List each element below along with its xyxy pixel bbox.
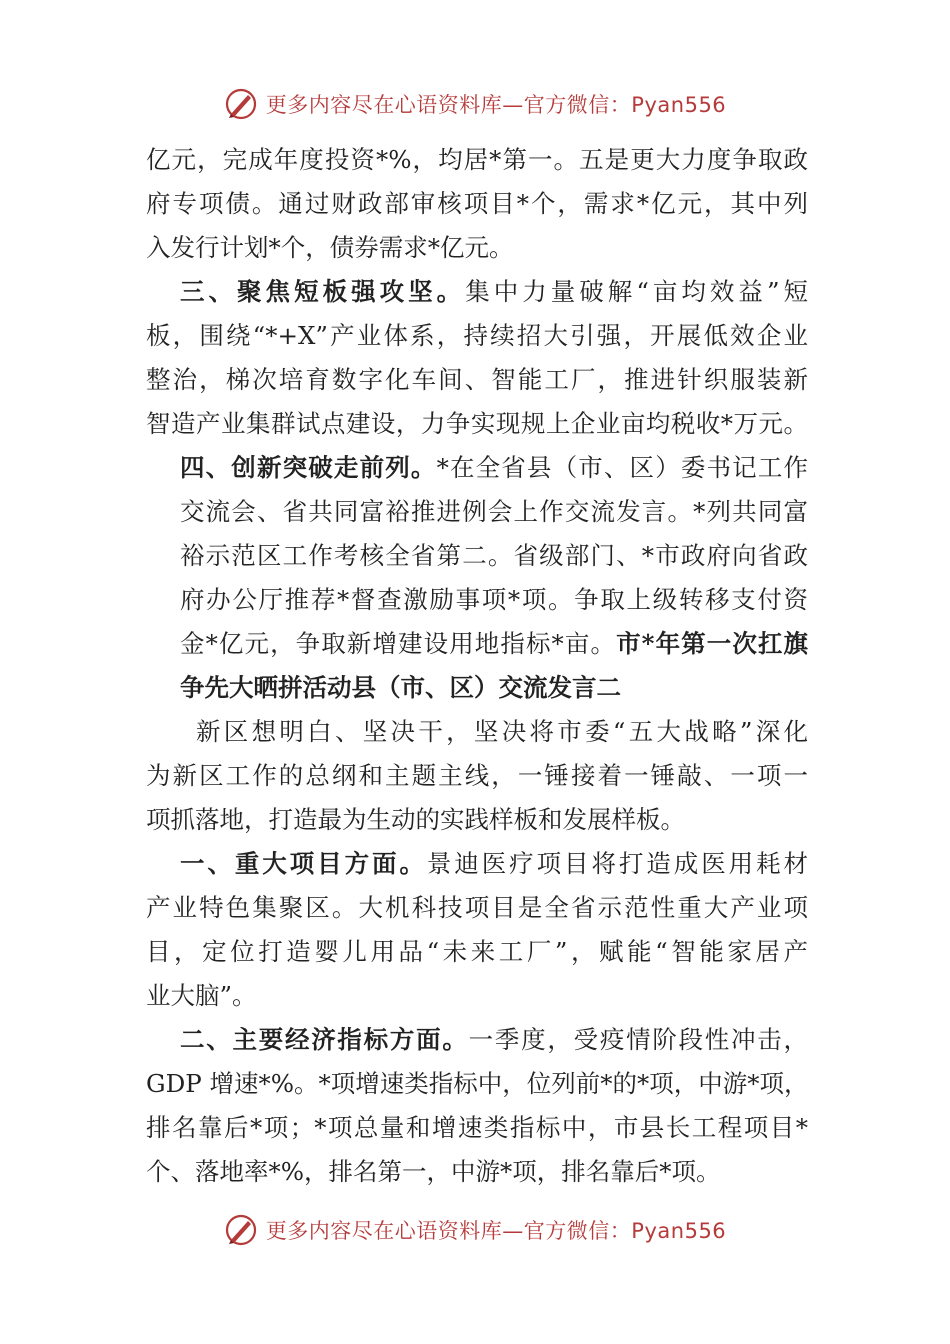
text-line: 整治，梯次培育数字化车间、智能工厂，推进针织服装新	[146, 365, 808, 394]
text-line: 入发行计划*个，债券需求*亿元。	[146, 233, 514, 262]
text-line: 目，定位打造婴儿用品“未来工厂”，赋能“智能家居产	[146, 937, 808, 966]
article-title: 市*年第一次扛旗	[616, 629, 809, 658]
section-heading-line: 三、聚焦短板强攻坚。集中力量破解“亩均效益”短	[180, 277, 808, 306]
text-line: GDP 增速*%。*项增速类指标中，位列前*的*项，中游*项，	[146, 1069, 809, 1098]
text-line: 项抓落地，打造最为生动的实践样板和发展样板。	[146, 805, 685, 834]
banner-text: 更多内容尽在心语资料库—官方微信：Pyan556	[265, 1219, 727, 1243]
text-line: 裕示范区工作考核全省第二。省级部门、*市政府向省政	[180, 541, 808, 570]
section-heading: 二、主要经济指标方面。	[180, 1025, 469, 1054]
banner-text: 更多内容尽在心语资料库—官方微信：Pyan556	[265, 93, 727, 117]
text-line: 板，围绕“*+X”产业体系，持续招大引强，开展低效企业	[146, 321, 808, 350]
text-line: 排名靠后*项；*项总量和增速类指标中，市县长工程项目*	[146, 1113, 808, 1142]
section-heading: 一、重大项目方面。	[180, 849, 427, 878]
text-line: 为新区工作的总纲和主题主线，一锤接着一锤敲、一项一	[146, 761, 808, 790]
section-heading: 四、创新突破走前列。	[180, 453, 437, 482]
text-line: 智造产业集群试点建设，力争实现规上企业亩均税收*万元。	[146, 409, 808, 438]
article-title-line	[180, 666, 808, 710]
section-heading-line: 二、主要经济指标方面。一季度，受疫情阶段性冲击，	[180, 1025, 809, 1054]
section-heading-line: 一、重大项目方面。景迪医疗项目将打造成医用耗材	[180, 849, 809, 878]
text-line: 府专项债。通过财政部审核项目*个，需求*亿元，其中列	[146, 189, 808, 218]
text-line: 业大脑”。	[146, 981, 257, 1010]
section-heading: 三、聚焦短板强攻坚。	[180, 277, 466, 306]
text-line: 新区想明白、坚决干，坚决将市委“五大战略”深化	[196, 717, 808, 746]
text-line: 府办公厅推荐*督查激励事项*项。争取上级转移支付资	[180, 585, 808, 614]
text-line: 金*亿元，争取新增建设用地指标*亩。市*年第一次扛旗	[180, 629, 809, 658]
footer-banner	[0, 1210, 950, 1250]
text-line: 产业特色集聚区。大机科技项目是全省示范性重大产业项	[146, 893, 808, 922]
text-line: 亿元，完成年度投资*%，均居*第一。五是更大力度争取政	[146, 145, 808, 174]
article-title: 争先大晒拼活动县（市、区）交流发言二	[180, 673, 621, 702]
text-line: 个、落地率*%，排名第一，中游*项，排名靠后*项。	[146, 1157, 721, 1186]
section-heading-line: 四、创新突破走前列。*在全省县（市、区）委书记工作	[180, 453, 808, 482]
text-line: 交流会、省共同富裕推进例会上作交流发言。*列共同富	[180, 497, 808, 526]
pen-logo-icon	[224, 1213, 258, 1247]
